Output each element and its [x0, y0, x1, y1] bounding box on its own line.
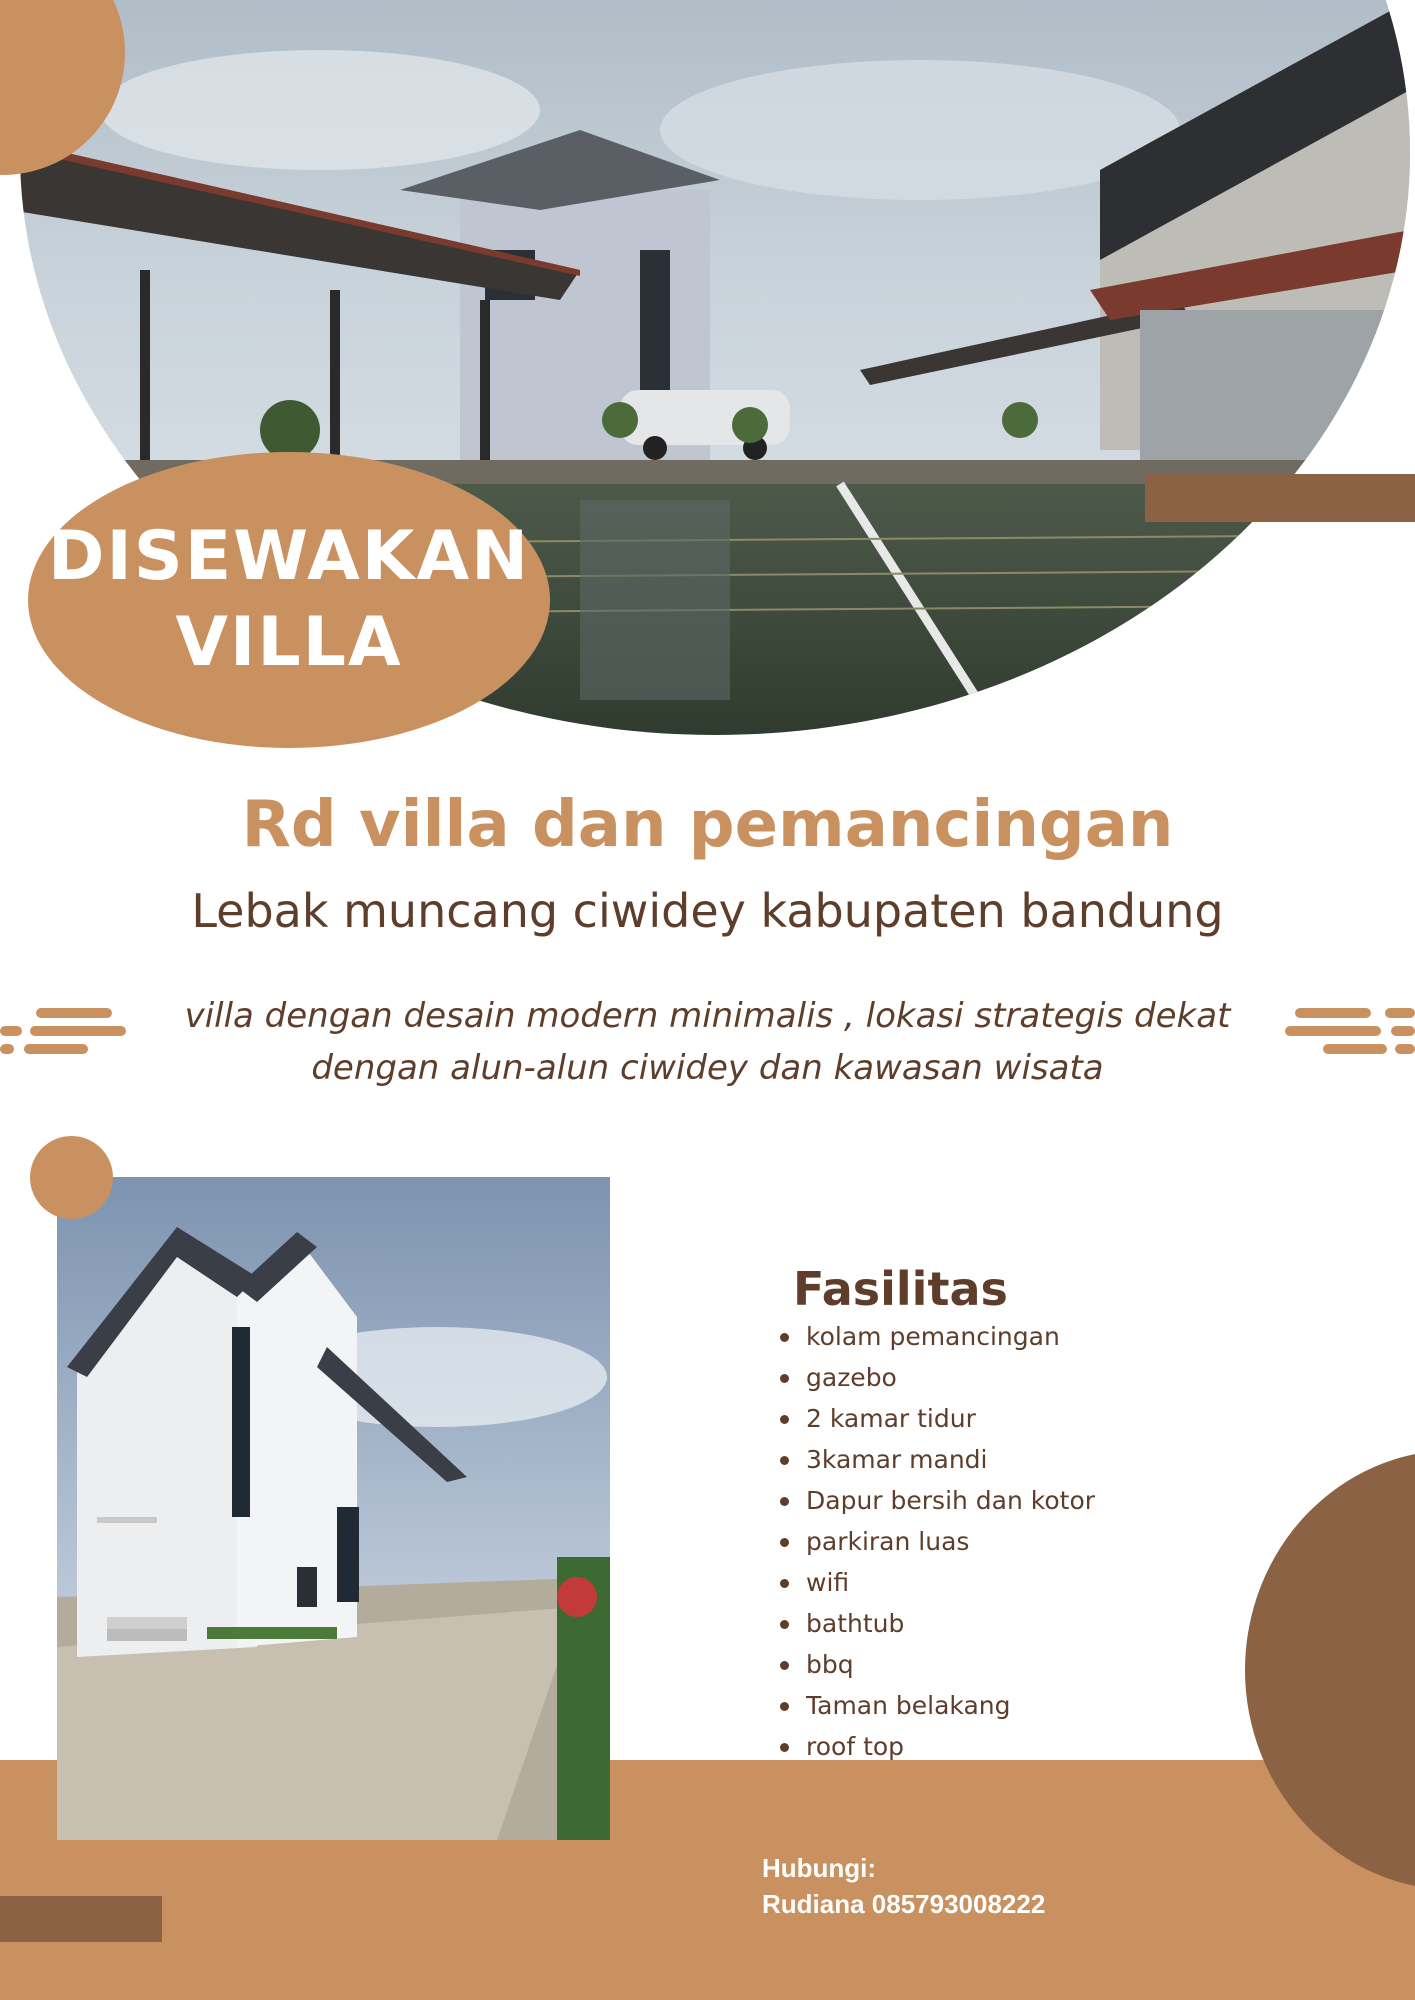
contact-block — [762, 1850, 1045, 1922]
facility-item: gazebo — [770, 1357, 1095, 1398]
title-badge — [28, 452, 550, 748]
page-title: Rd villa dan pemancingan — [241, 788, 1174, 862]
facility-item: roof top — [770, 1726, 1095, 1767]
decor-bar — [1145, 474, 1415, 522]
facilities-title: Fasilitas — [793, 1262, 1008, 1316]
dash-decor-left — [0, 1008, 130, 1068]
facility-item: bbq — [770, 1644, 1095, 1685]
decor-circle-small — [30, 1136, 113, 1219]
villa-photo — [57, 1177, 610, 1840]
description: villa dengan desain modern minimalis , lokasi strategis dekat dengan alun-alun ciwidey dan kawasan wisata — [184, 996, 1231, 1088]
badge-line-1: DISEWAKAN — [48, 517, 530, 596]
facility-item: wifi — [770, 1562, 1095, 1603]
facility-item: bathtub — [770, 1603, 1095, 1644]
facility-item: 3kamar mandi — [770, 1439, 1095, 1480]
facility-item: kolam pemancingan — [770, 1316, 1095, 1357]
location-subtitle: Lebak muncang ciwidey kabupaten bandung — [191, 884, 1224, 938]
dash-decor-right — [1285, 1008, 1415, 1068]
facility-item: Taman belakang — [770, 1685, 1095, 1726]
facility-item: Dapur bersih dan kotor — [770, 1480, 1095, 1521]
facilities-list — [770, 1316, 1095, 1767]
facility-item: 2 kamar tidur — [770, 1398, 1095, 1439]
badge-line-2: VILLA — [175, 603, 403, 682]
facility-item: parkiran luas — [770, 1521, 1095, 1562]
contact-name-phone[interactable]: Rudiana 085793008222 — [762, 1889, 1046, 1919]
footer-decor-bar — [0, 1896, 162, 1942]
contact-label: Hubungi: — [762, 1853, 877, 1883]
